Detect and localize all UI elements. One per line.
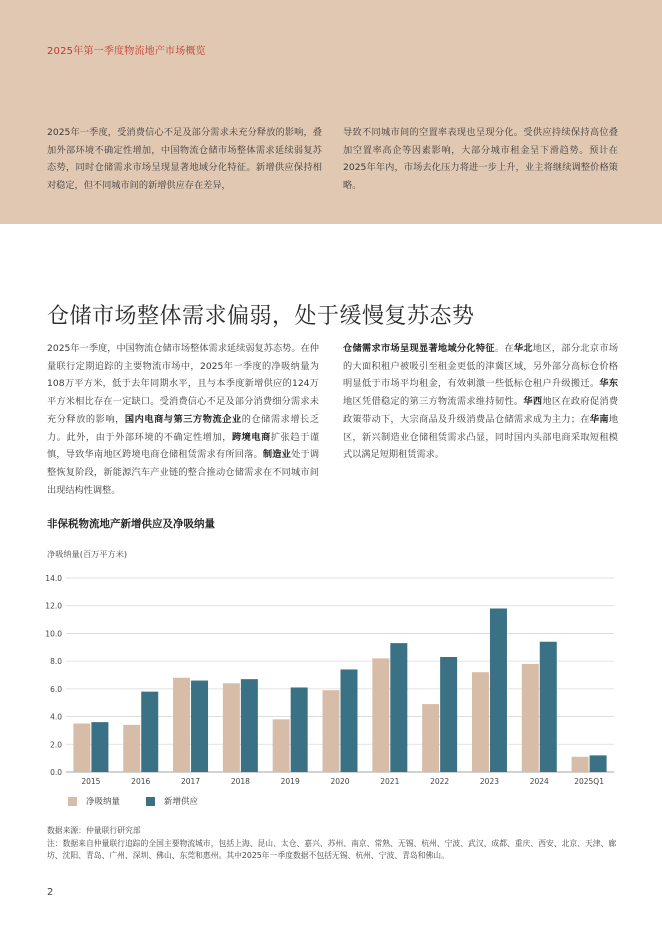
chart-title: 非保税物流地产新增供应及净吸纳量 [47, 518, 215, 530]
chart-legend [68, 795, 224, 807]
body-emphasis: 华西 [523, 396, 543, 408]
chart-y-axis-label: 净吸纳量(百万平方米) [47, 549, 128, 559]
bar-chart [36, 568, 621, 793]
intro-paragraph-right: 导致不同城市间的空置率表现也呈现分化。受供应持续保持高位叠加空置率高企等因素影响，大部分城市租金呈下滑趋势。预计在2025年年内，市场去化压力将进一步上升，业主将继续调整价格策略。 [343, 127, 618, 191]
body-text: 处于调整恢复阶段，新能源汽车产业链的整合推动仓储需求在不同城市间出现结构性调整。 [47, 449, 320, 496]
bar-supply [440, 657, 457, 772]
bar-supply [540, 642, 557, 772]
x-tick-label: 2019 [280, 777, 300, 786]
x-tick-label: 2020 [330, 777, 350, 786]
body-text: 地区，部分北京市场的大面积租户被吸引至租金更低的津冀区域，另外部分高标仓价格明显低于市场平均租金，有效刺激一些低标仓租户升级搬迁。 [343, 343, 619, 390]
body-emphasis: 华北 [513, 343, 533, 354]
body-text: 的仓储需求增长乏力。此外，由于外部环境的不确定性增加， [47, 413, 320, 443]
body-paragraph-left [47, 340, 319, 499]
bar-supply [390, 643, 407, 772]
y-tick-label: 2.0 [50, 740, 62, 750]
body-emphasis: 华南 [589, 413, 609, 425]
bar-absorption [223, 683, 240, 772]
body-text: 地区，新兴制造业仓储租赁需求凸显，同时国内头部电商采取短租模式以满足短期租赁需求。 [343, 413, 619, 461]
bar-supply [91, 722, 108, 772]
x-tick-label: 2015 [81, 777, 101, 786]
body-paragraph-right [343, 340, 618, 464]
body-text: 地区在政府促消费政策带动下，大宗商品及升级消费品仓储需求成为主力；在 [343, 396, 619, 425]
y-tick-label: 6.0 [50, 684, 62, 694]
y-tick-label: 10.0 [45, 629, 62, 639]
section-title: 仓储市场整体需求偏弱，处于缓慢复苏态势 [47, 303, 475, 329]
legend-swatch-supply [146, 797, 155, 806]
bar-absorption [273, 719, 290, 772]
bar-supply [241, 679, 258, 772]
body-emphasis: 华东 [599, 378, 619, 390]
body-text: 。在 [494, 343, 514, 354]
data-source: 数据来源：仲量联行研究部 [47, 826, 141, 835]
x-tick-label: 2025Q1 [574, 777, 604, 786]
x-tick-label: 2016 [131, 777, 151, 786]
bar-absorption [123, 725, 140, 772]
bar-supply [590, 755, 607, 772]
y-tick-label: 14.0 [45, 574, 62, 583]
intro-paragraph-left: 2025年一季度，受消费信心不足及部分需求未充分释放的影响，叠加外部环境不确定性增加，中国物流仓储市场整体需求延续弱复苏态势，同时仓储需求市场呈现显著地域分化特征。新增供应保持相对稳定，但不同城市间的新增供应存在差异， [47, 127, 322, 191]
body-emphasis: 跨境电商 [231, 431, 271, 443]
bar-absorption [173, 678, 190, 772]
bar-supply [141, 692, 158, 772]
x-tick-label: 2017 [180, 777, 201, 786]
bar-absorption [372, 658, 389, 772]
y-tick-label: 8.0 [50, 657, 62, 667]
x-tick-label: 2022 [430, 777, 450, 786]
body-emphasis: 国内电商与第三方物流企业 [124, 413, 242, 425]
body-emphasis: 制造业 [262, 449, 292, 461]
bar-supply [490, 608, 507, 772]
page-number: 2 [47, 887, 54, 898]
body-text: 地区凭借稳定的第三方物流需求维持韧性。 [343, 396, 524, 408]
y-tick-label: 0.0 [50, 768, 62, 777]
x-tick-label: 2023 [479, 777, 500, 786]
body-text: 扩张趋于谨慎，导致华南地区跨境电商仓储租赁需求有所回落。 [47, 431, 320, 461]
bar-absorption [522, 664, 539, 772]
legend-item-absorption [68, 795, 120, 807]
bar-supply [341, 669, 358, 772]
bar-absorption [572, 757, 589, 772]
bar-absorption [472, 672, 489, 772]
x-tick-label: 2018 [230, 777, 250, 786]
legend-swatch-absorption [68, 797, 77, 806]
x-tick-label: 2024 [529, 777, 549, 786]
legend-item-supply [146, 795, 198, 807]
y-tick-label: 4.0 [50, 712, 62, 722]
x-tick-label: 2021 [380, 777, 400, 786]
body-text: 2025年一季度，中国物流仓储市场整体需求延续弱复苏态势。在仲量联行定期追踪的主要物流市场中，2025年一季度的净吸纳量为108万平方米，低于去年同期水平，且与本季度新增供应的124万平方米相比存在一定缺口。受消费信心不足及部分消费细分需求未充分释放的影响， [47, 343, 319, 425]
body-emphasis: 仓储需求市场呈现显著地域分化特征 [343, 343, 495, 354]
bar-absorption [323, 690, 340, 772]
data-note: 注：数据来自仲量联行追踪的全国主要物流城市，包括上海、昆山、太仓、嘉兴、苏州、南京、常熟、无锡、杭州、宁波、武汉、成都、重庆、西安、北京、天津、廊坊、沈阳、青岛、广州、深圳、佛山、东莞和惠州。其中2025年一季度数据不包括无锡、杭州、宁波、青岛和佛山。 [47, 839, 617, 860]
legend-label: 新增供应 [164, 797, 199, 807]
bar-absorption [73, 724, 90, 773]
legend-label: 净吸纳量 [86, 797, 121, 807]
header-label: 2025年第一季度物流地产市场概览 [47, 46, 206, 57]
bar-absorption [422, 704, 439, 772]
y-tick-label: 12.0 [45, 601, 62, 611]
bar-supply [291, 687, 308, 772]
bar-supply [191, 681, 208, 772]
